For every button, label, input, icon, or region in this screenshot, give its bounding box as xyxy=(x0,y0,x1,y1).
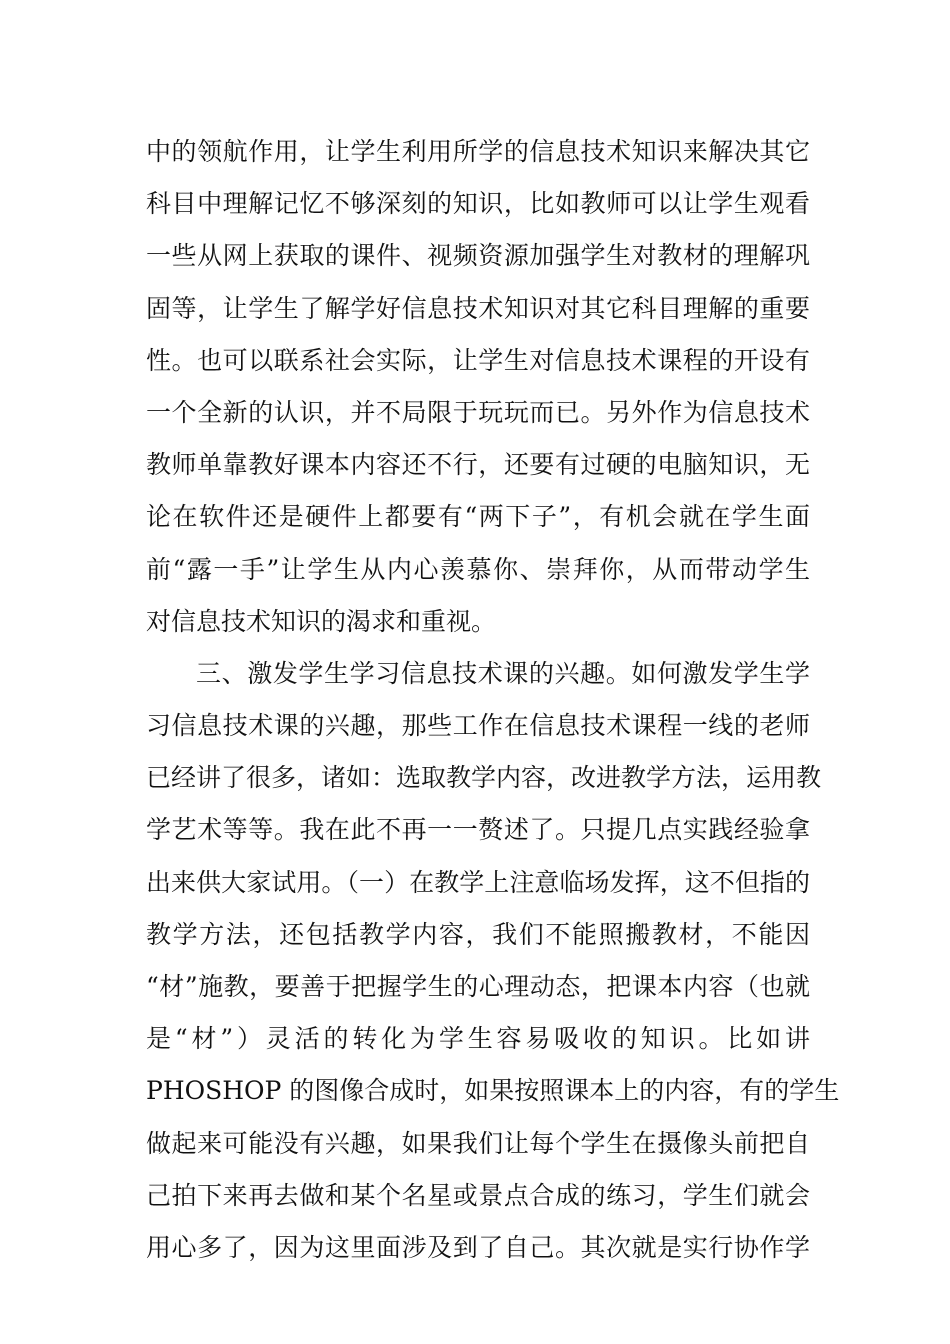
text-line: 中的领航作用，让学生利用所学的信息技术知识来解决其它 xyxy=(146,137,810,166)
text-line: 三、激发学生学习信息技术课的兴趣。如何激发学生学 xyxy=(196,658,810,688)
body-text xyxy=(146,126,840,1274)
text-line: 性。也可以联系社会实际，让学生对信息技术课程的开设有 xyxy=(146,345,810,375)
text-line: 教师单靠教好课本内容还不行，还要有过硬的电脑知识，无 xyxy=(146,450,810,480)
text-line: 一个全新的认识，并不局限于玩玩而已。另外作为信息技术 xyxy=(146,397,810,427)
text-line: 已经讲了很多，诸如：选取教学内容，改进教学方法，运用教 xyxy=(146,763,822,793)
text-line: 习信息技术课的兴趣，那些工作在信息技术课程一线的老师 xyxy=(146,711,810,741)
text-line: 论在软件还是硬件上都要有“两下子”，有机会就在学生面 xyxy=(146,502,810,532)
text-line: 前“露一手”让学生从内心羡慕你、崇拜你，从而带动学生 xyxy=(146,554,810,584)
text-line: 学艺术等等。我在此不再一一赘述了。只提几点实践经验拿 xyxy=(146,815,810,845)
text-line: 对信息技术知识的渴求和重视。 xyxy=(146,606,497,636)
text-line: 一些从网上获取的课件、视频资源加强学生对教材的理解巩 xyxy=(146,241,810,271)
text-line: 固等，让学生了解学好信息技术知识对其它科目理解的重要 xyxy=(146,293,810,323)
text-line: 用心多了，因为这里面涉及到了自己。其次就是实行协作学 xyxy=(146,1232,810,1262)
text-line: 出来供大家试用。（一）在教学上注意临场发挥，这不但指的 xyxy=(146,867,810,897)
text-line: 科目中理解记忆不够深刻的知识，比如教师可以让学生观看 xyxy=(146,189,810,219)
text-line: 做起来可能没有兴趣，如果我们让每个学生在摄像头前把自 xyxy=(146,1128,810,1158)
text-line: 教学方法，还包括教学内容，我们不能照搬教材，不能因 xyxy=(146,919,810,949)
text-line: 己拍下来再去做和某个名星或景点合成的练习，学生们就会 xyxy=(146,1180,810,1210)
text-line: “材”施教，要善于把握学生的心理动态，把课本内容（也就 xyxy=(146,972,810,1001)
text-line: PHOSHOP 的图像合成时，如果按照课本上的内容，有的学生 xyxy=(146,1076,840,1106)
text-line: 是“材”）灵活的转化为学生容易吸收的知识。比如讲 xyxy=(146,1024,810,1054)
